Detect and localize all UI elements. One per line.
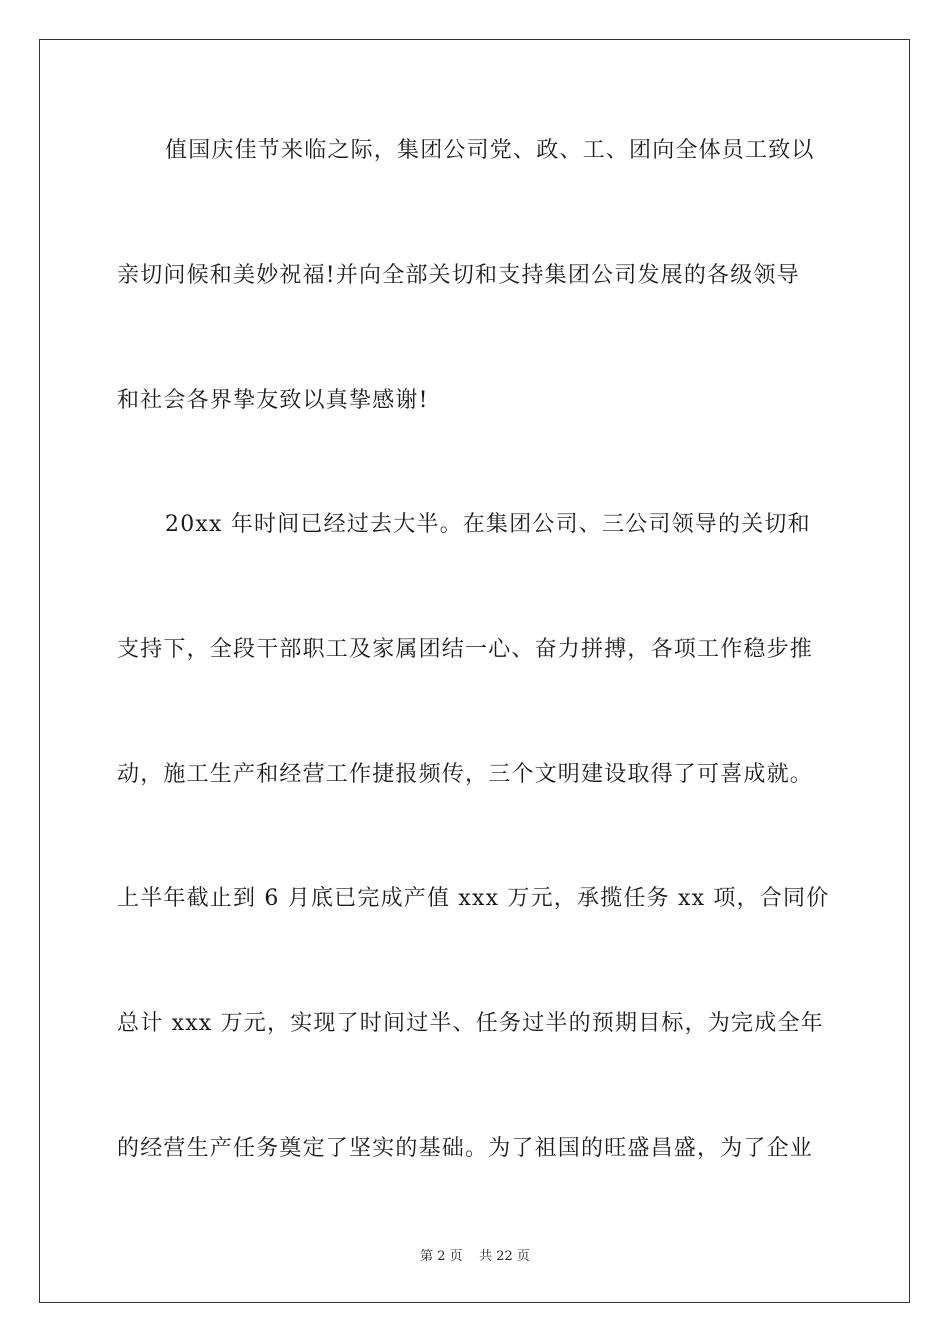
paragraph-1-line-3: 和社会各界挚友致以真挚感谢! bbox=[117, 388, 429, 413]
paragraph-1-line-2: 亲切问候和美妙祝福!并向全部关切和支持集团公司发展的各级领导 bbox=[117, 263, 800, 288]
paragraph-2-line-2: 支持下，全段干部职工及家属团结一心、奋力拼搏，各项工作稳步推 bbox=[117, 637, 814, 662]
paragraph-1-line-1: 值国庆佳节来临之际，集团公司党、政、工、团向全体员工致以 bbox=[165, 138, 815, 163]
page-number: 第 2 页 共 22 页 bbox=[420, 1249, 530, 1264]
paragraph-2-line-3: 动，施工生产和经营工作捷报频传，三个文明建设取得了可喜成就。 bbox=[117, 762, 814, 787]
paragraph-2-line-5: 总计 xxx 万元，实现了时间过半、任务过半的预期目标，为完成全年 bbox=[117, 1011, 824, 1036]
paragraph-2-line-6: 的经营生产任务奠定了坚实的基础。为了祖国的旺盛昌盛，为了企业 bbox=[117, 1136, 814, 1161]
paragraph-2-line-4: 上半年截止到 6 月底已完成产值 xxx 万元，承揽任务 xx 项，合同价 bbox=[117, 886, 830, 911]
page-border bbox=[39, 39, 910, 1303]
paragraph-2-line-1: 20xx 年时间已经过去大半。在集团公司、三公司领导的关切和 bbox=[165, 512, 811, 537]
